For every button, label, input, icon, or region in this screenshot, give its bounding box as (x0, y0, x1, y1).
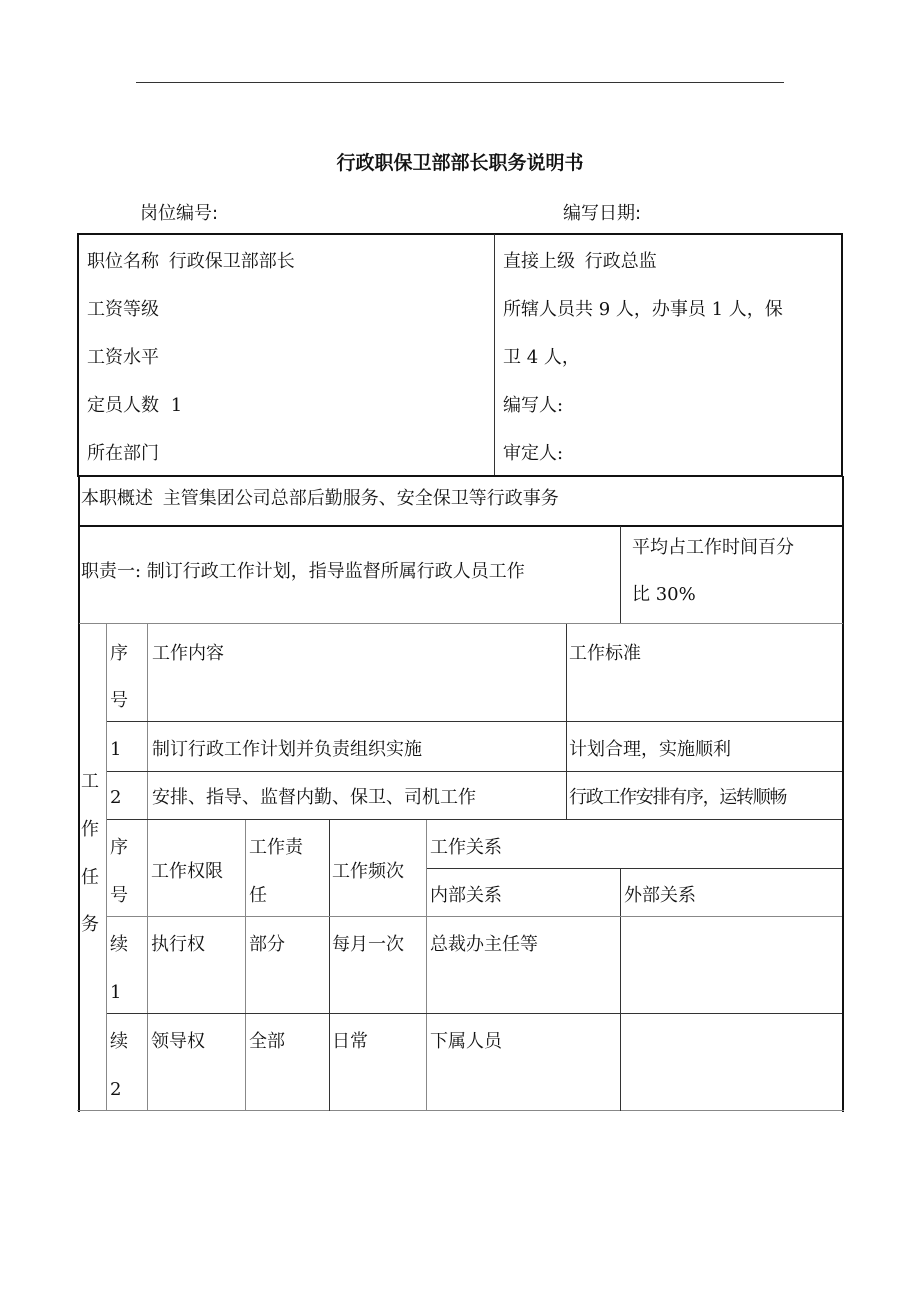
time-share-line-2: 比 30% (632, 584, 696, 605)
staff-count-line-2: 卫 4 人， (503, 347, 580, 368)
row-divider (107, 771, 842, 772)
column-divider (147, 624, 148, 1111)
relations-header: 工作关系 (430, 837, 502, 858)
authority-internal: 总裁办主任等 (430, 934, 538, 955)
row-divider (107, 1013, 842, 1014)
frequency-header: 工作频次 (332, 861, 404, 882)
date-label: 编写日期: (563, 203, 642, 224)
border (78, 476, 80, 1112)
task-seq: 1 (110, 739, 122, 760)
field-label: 所在部门 (87, 443, 159, 464)
side-label-char: 工 (81, 771, 99, 792)
authority-internal: 下属人员 (430, 1031, 502, 1052)
authority-type: 领导权 (151, 1031, 205, 1052)
authority-responsibility: 全部 (249, 1031, 285, 1052)
row-divider (107, 721, 842, 722)
border (77, 233, 843, 235)
authority-seq: 2 (110, 1079, 122, 1100)
column-divider (426, 820, 427, 1111)
authority-responsibility: 部分 (249, 934, 285, 955)
side-label-char: 务 (81, 914, 99, 935)
authority-seq: 续 (110, 934, 128, 955)
border (842, 476, 844, 1112)
row-divider (107, 916, 842, 917)
salary-level-field (87, 347, 159, 369)
task-seq: 2 (110, 787, 122, 808)
column-divider (494, 234, 495, 476)
standard-header: 工作标准 (569, 643, 641, 664)
authority-seq: 1 (110, 982, 122, 1003)
task-content: 安排、指导、监督内勤、保卫、司机工作 (152, 787, 476, 808)
responsibility-header-line-1: 工作责 (249, 837, 303, 858)
authority-header: 工作权限 (151, 861, 223, 882)
field-value: 1 (170, 395, 183, 416)
time-share-line-1: 平均占工作时间百分 (632, 537, 794, 558)
row-divider (79, 623, 843, 624)
row-divider (427, 868, 842, 869)
content-header: 工作内容 (152, 643, 224, 664)
salary-grade-field (87, 299, 159, 321)
post-number-label: 岗位编号: (140, 203, 219, 224)
border (841, 233, 843, 477)
department-field (87, 443, 159, 465)
responsibility-header-line-2: 任 (249, 885, 267, 906)
side-label-char: 作 (81, 819, 99, 840)
task-standard: 行政工作安排有序，运转顺畅 (569, 787, 787, 808)
authority-type: 执行权 (151, 934, 205, 955)
approver-label: 审定人: (503, 443, 564, 464)
summary-label: 本职概述 (81, 488, 153, 509)
staff-count-line-1: 所辖人员共 9 人，办事员 1 人，保 (503, 299, 783, 320)
seq-header-char: 序 (110, 643, 128, 664)
field-label: 工资水平 (87, 347, 159, 368)
seq-header-char: 号 (110, 885, 128, 906)
border (77, 475, 843, 477)
field-value: 行政总监 (584, 251, 657, 272)
field-label: 直接上级 (503, 251, 575, 272)
authority-seq: 续 (110, 1031, 128, 1052)
column-divider (245, 820, 246, 1111)
internal-relations-header: 内部关系 (430, 885, 502, 906)
field-label: 工资等级 (87, 299, 159, 320)
border (77, 1110, 844, 1111)
column-divider (566, 624, 567, 820)
authority-frequency: 每月一次 (332, 934, 404, 955)
duty-one-text: 职责一: 制订行政工作计划，指导监督所属行政人员工作 (81, 561, 525, 582)
summary-value: 主管集团公司总部后勤服务、安全保卫等行政事务 (162, 488, 559, 509)
summary-row (81, 488, 559, 510)
external-relations-header: 外部关系 (624, 885, 696, 906)
authority-frequency: 日常 (332, 1031, 368, 1052)
column-divider (620, 526, 621, 623)
task-standard: 计划合理，实施顺利 (569, 739, 731, 760)
column-divider (620, 868, 621, 1111)
writer-label: 编写人: (503, 395, 564, 416)
column-divider (329, 820, 330, 1111)
header-rule (136, 82, 784, 83)
border (77, 233, 79, 477)
field-value: 行政保卫部部长 (168, 251, 295, 272)
headcount-field (87, 395, 182, 417)
column-divider (106, 624, 107, 1111)
side-label-char: 任 (81, 867, 99, 888)
document-title: 行政职保卫部部长职务说明书 (336, 152, 584, 174)
position-name-field (87, 251, 295, 273)
seq-header-char: 号 (110, 690, 128, 711)
field-label: 职位名称 (87, 251, 159, 272)
seq-header-char: 序 (110, 837, 128, 858)
row-divider (107, 819, 842, 820)
field-label: 定员人数 (87, 395, 159, 416)
superior-field (503, 251, 657, 273)
task-content: 制订行政工作计划并负责组织实施 (152, 739, 422, 760)
border (78, 525, 844, 527)
